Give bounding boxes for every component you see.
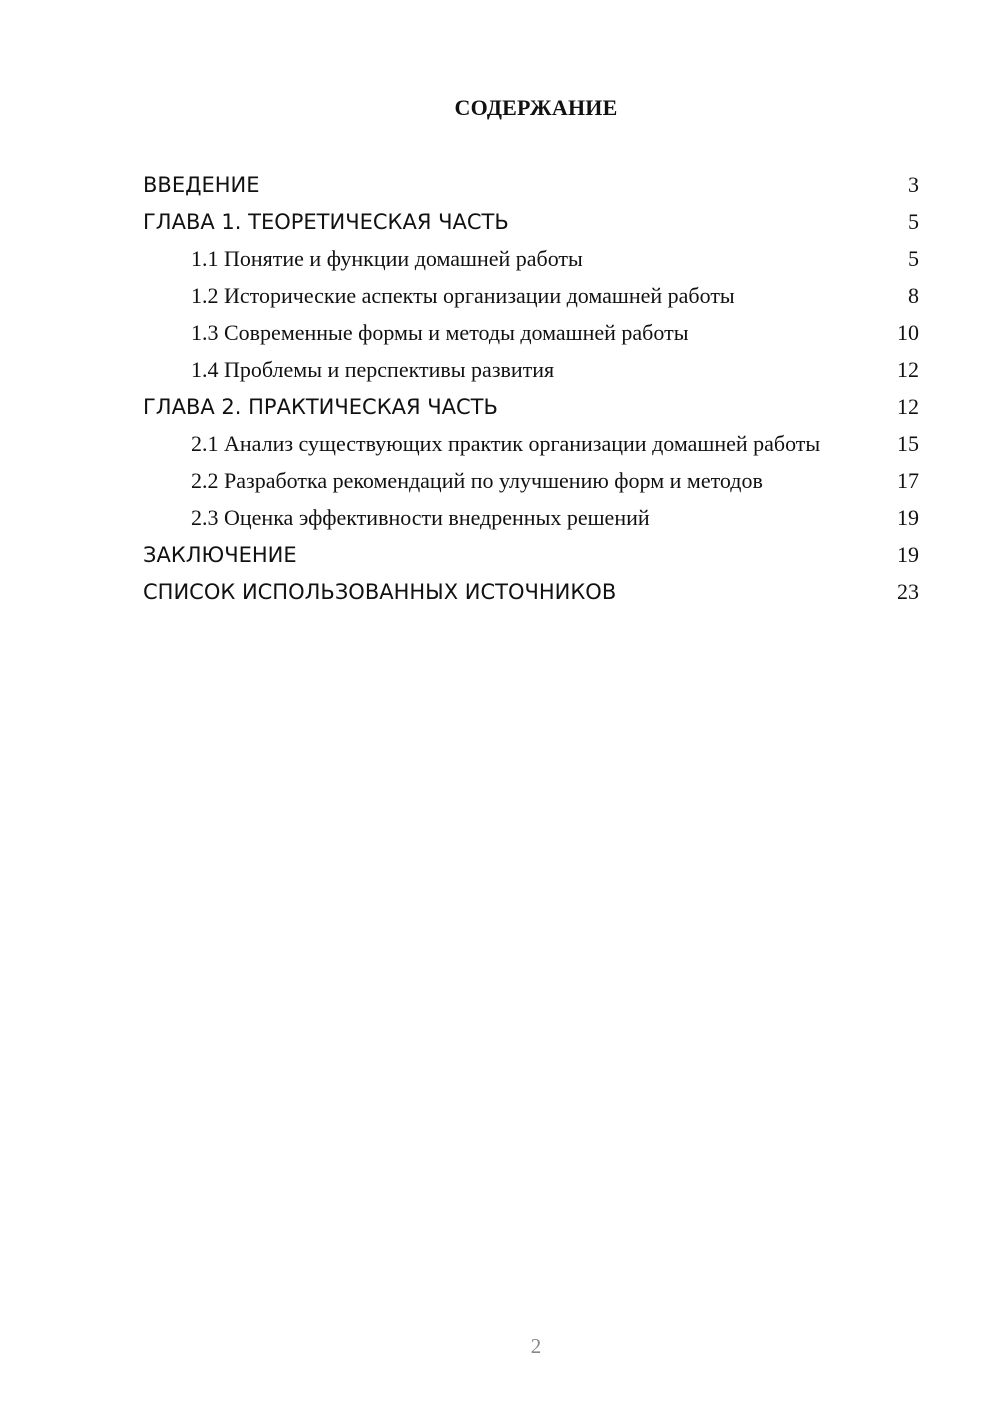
- toc-entry-introduction[interactable]: [143, 169, 919, 206]
- toc-entry-title: 1.3 Современные формы и методы домашней работы: [191, 320, 689, 345]
- page-title: СОДЕРЖАНИЕ: [454, 95, 618, 120]
- toc-entry-section-1-2[interactable]: [143, 280, 919, 317]
- toc-entry-section-1-1[interactable]: [143, 243, 919, 280]
- toc-entry-page: 5: [908, 246, 919, 271]
- table-of-contents: [143, 169, 919, 613]
- toc-entry-page: 3: [908, 172, 919, 197]
- toc-entry-page: 10: [897, 320, 919, 345]
- toc-entry-section-2-1[interactable]: [143, 428, 919, 465]
- toc-entry-page: 17: [897, 468, 919, 493]
- toc-entry-section-1-4[interactable]: [143, 354, 919, 391]
- page-number: 2: [530, 1334, 542, 1358]
- toc-entry-title: 1.1 Понятие и функции домашней работы: [191, 246, 583, 271]
- toc-entry-page: 23: [897, 579, 919, 604]
- toc-entry-page: 15: [897, 431, 919, 456]
- toc-entry-title: ГЛАВА 1. ТЕОРЕТИЧЕСКАЯ ЧАСТЬ: [143, 210, 509, 234]
- toc-entry-section-2-2[interactable]: [143, 465, 919, 502]
- toc-entry-section-2-3[interactable]: [143, 502, 919, 539]
- toc-entry-title: ВВЕДЕНИЕ: [143, 173, 260, 197]
- toc-entry-title: ЗАКЛЮЧЕНИЕ: [143, 543, 297, 567]
- toc-entry-page: 8: [908, 283, 919, 308]
- toc-entry-references[interactable]: [143, 576, 919, 613]
- toc-entry-page: 12: [897, 357, 919, 382]
- toc-entry-title: 2.3 Оценка эффективности внедренных решений: [191, 505, 650, 530]
- toc-entry-title: 2.1 Анализ существующих практик организации домашней работы: [191, 431, 821, 456]
- toc-entry-chapter-2[interactable]: [143, 391, 919, 428]
- toc-entry-title: 1.2 Исторические аспекты организации домашней работы: [191, 283, 735, 308]
- toc-entry-title: ГЛАВА 2. ПРАКТИЧЕСКАЯ ЧАСТЬ: [143, 395, 498, 419]
- toc-entry-page: 12: [897, 394, 919, 419]
- toc-entry-page: 19: [897, 542, 919, 567]
- toc-entry-title: СПИСОК ИСПОЛЬЗОВАННЫХ ИСТОЧНИКОВ: [143, 580, 617, 604]
- toc-entry-page: 5: [908, 209, 919, 234]
- toc-entry-section-1-3[interactable]: [143, 317, 919, 354]
- toc-entry-conclusion[interactable]: [143, 539, 919, 576]
- toc-entry-title: 1.4 Проблемы и перспективы развития: [191, 357, 555, 382]
- toc-entry-chapter-1[interactable]: [143, 206, 919, 243]
- toc-entry-title: 2.2 Разработка рекомендаций по улучшению форм и методов: [191, 468, 763, 493]
- toc-entry-page: 19: [897, 505, 919, 530]
